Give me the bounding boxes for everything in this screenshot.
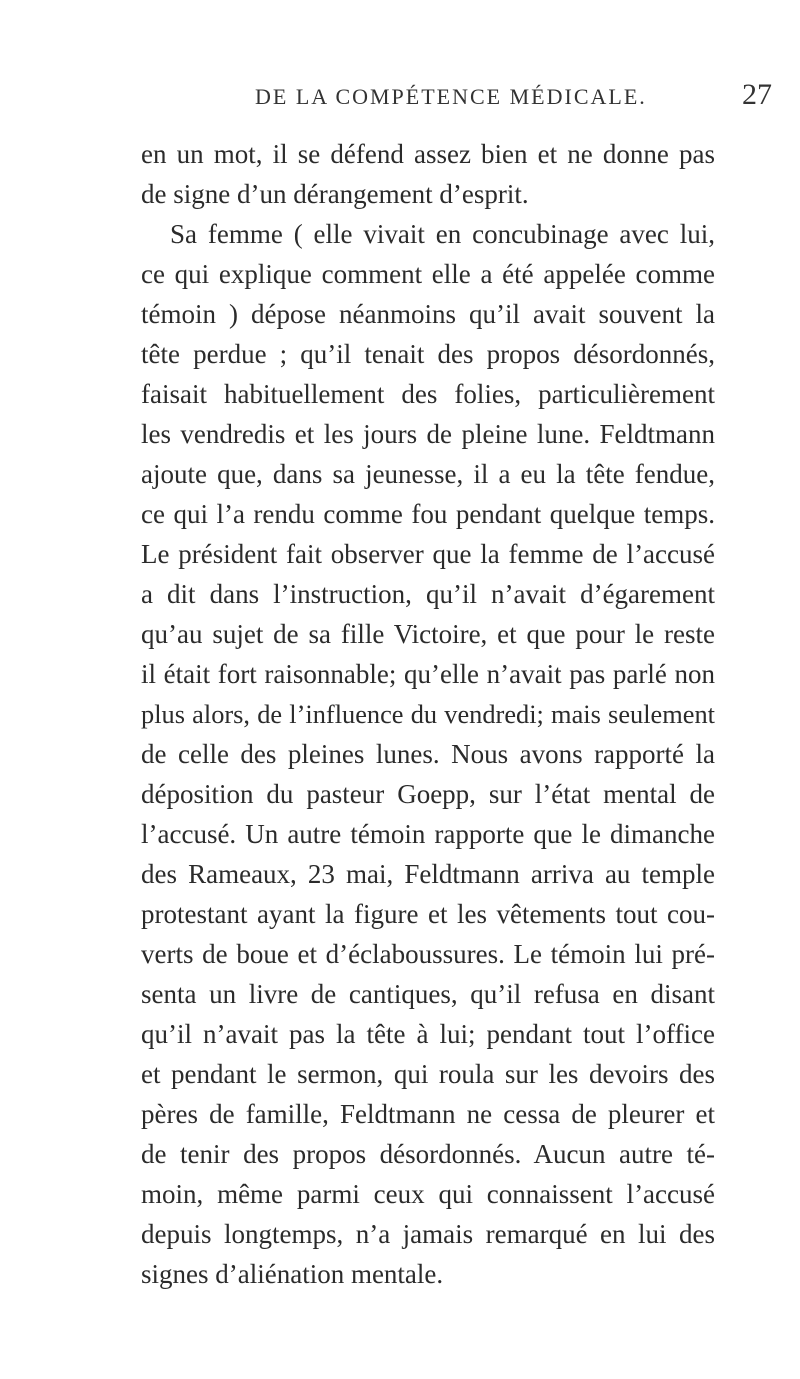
text-line: déposition du pasteur Goepp, sur l’état mental de	[141, 779, 715, 809]
text-line: signes d’aliénation mentale.	[141, 1259, 444, 1289]
text-line: l’accusé. Un autre témoin rapporte que le dimanche	[141, 819, 715, 849]
text-line: qu’il n’avait pas la tête à lui; pendant tout l’office	[141, 1019, 715, 1049]
text-line: depuis longtemps, n’a jamais remarqué en lui des	[141, 1219, 715, 1249]
text-line: senta un livre de cantiques, qu’il refusa en disant	[141, 979, 715, 1009]
text-line: de tenir des propos désordonnés. Aucun autre té-	[141, 1139, 715, 1169]
running-head: DE LA COMPÉTENCE MÉDICALE.	[255, 84, 647, 109]
page-number: 27	[742, 78, 772, 111]
text-line: les vendredis et les jours de pleine lune. Feldtmann	[141, 419, 715, 449]
text-line: ajoute que, dans sa jeunesse, il a eu la tête fendue,	[141, 459, 715, 489]
text-line: Le président fait observer que la femme de l’accusé	[141, 539, 715, 569]
text-line: plus alors, de l’influence du vendredi; mais seulement	[141, 699, 715, 729]
text-line: moin, même parmi ceux qui connaissent l’accusé	[141, 1179, 715, 1209]
text-line: de signe d’un dérangement d’esprit.	[141, 179, 529, 209]
text-line: en un mot, il se défend assez bien et ne donne pas	[141, 139, 715, 169]
text-line: tête perdue ; qu’il tenait des propos désordonnés,	[141, 339, 715, 369]
text-line: de celle des pleines lunes. Nous avons rapporté la	[141, 739, 715, 769]
text-line: ce qui l’a rendu comme fou pendant quelque temps.	[141, 499, 715, 529]
text-line: Sa femme ( elle vivait en concubinage avec lui,	[170, 219, 715, 249]
text-line: faisait habituellement des folies, particulièrement	[141, 379, 715, 409]
text-line: protestant ayant la figure et les vêtements tout cou-	[141, 899, 715, 929]
text-line: qu’au sujet de sa fille Victoire, et que pour le reste	[141, 619, 715, 649]
text-line: ce qui explique comment elle a été appelée comme	[141, 259, 715, 289]
text-line: et pendant le sermon, qui roula sur les devoirs des	[141, 1059, 715, 1089]
text-line: verts de boue et d’éclaboussures. Le témoin lui pré-	[141, 939, 715, 969]
text-line: a dit dans l’instruction, qu’il n’avait d’égarement	[141, 579, 715, 609]
text-line: des Rameaux, 23 mai, Feldtmann arriva au temple	[141, 859, 715, 889]
text-line: pères de famille, Feldtmann ne cessa de pleurer et	[141, 1099, 715, 1129]
text-line: témoin ) dépose néanmoins qu’il avait souvent la	[141, 299, 715, 329]
text-line: il était fort raisonnable; qu’elle n’avait pas parlé non	[141, 659, 715, 689]
